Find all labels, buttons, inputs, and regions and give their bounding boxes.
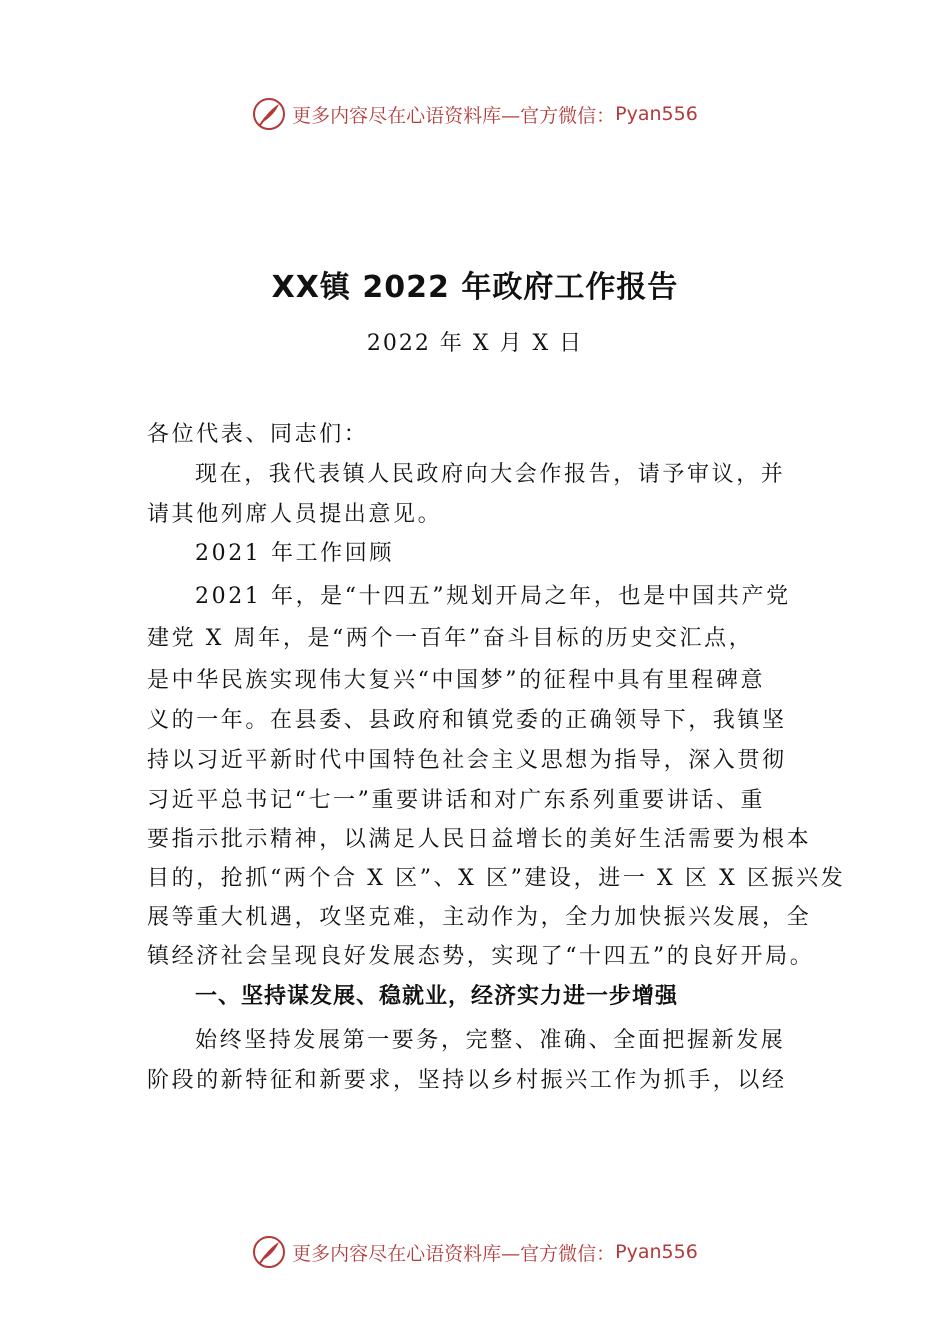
paragraph-line: 要指示批示精神，以满足人民日益增长的美好生活需要为根本 xyxy=(147,827,812,852)
paragraph-line: 现在，我代表镇人民政府向大会作报告，请予审议，并 xyxy=(195,462,786,487)
paragraph-line: 持以习近平新时代中国特色社会主义思想为指导，深入贯彻 xyxy=(147,748,787,773)
footer-watermark xyxy=(0,1232,950,1272)
paragraph-line: 建党 X 周年，是“两个一百年”奋斗目标的历史交汇点， xyxy=(147,626,754,651)
section-heading: 2021 年工作回顾 xyxy=(195,541,394,566)
paragraph-line: 目的，抢抓“两个合 X 区”、X 区”建设，进一 X 区 X 区振兴发 xyxy=(147,866,846,891)
salutation-line: 各位代表、同志们： xyxy=(147,422,369,447)
paragraph-line: 习近平总书记“七一”重要讲话和对广东系列重要讲话、重 xyxy=(147,788,766,813)
paragraph-line: 阶段的新特征和新要求，坚持以乡村振兴工作为抓手，以经 xyxy=(147,1068,787,1093)
header-watermark xyxy=(0,94,950,134)
watermark-prefix: 更多内容尽在心语资料库—官方微信： xyxy=(292,104,616,127)
feather-pen-logo-icon xyxy=(252,97,286,131)
document-title: XX镇 2022 年政府工作报告 xyxy=(271,270,679,305)
paragraph-line: 2021 年，是“十四五”规划开局之年，也是中国共产党 xyxy=(195,584,791,609)
subsection-heading: 一、坚持谋发展、稳就业，经济实力进一步增强 xyxy=(195,984,679,1009)
paragraph-line: 展等重大机遇，攻坚克难，主动作为，全力加快振兴发展，全 xyxy=(147,905,812,930)
watermark-prefix: 更多内容尽在心语资料库—官方微信： xyxy=(292,1242,616,1265)
feather-pen-logo-icon xyxy=(252,1235,286,1269)
paragraph-line: 请其他列席人员提出意见。 xyxy=(147,502,443,527)
watermark-account: Pyan556 xyxy=(615,1241,698,1263)
paragraph-line: 是中华民族实现伟大复兴“中国梦”的征程中具有里程碑意 xyxy=(147,668,766,693)
paragraph-line: 镇经济社会呈现良好发展态势，实现了“十四五”的良好开局。 xyxy=(147,944,815,969)
watermark-account: Pyan556 xyxy=(615,103,698,125)
paragraph-line: 义的一年。在县委、县政府和镇党委的正确领导下，我镇坚 xyxy=(147,708,787,733)
paragraph-line: 始终坚持发展第一要务，完整、准确、全面把握新发展 xyxy=(195,1028,786,1053)
document-date: 2022 年 X 月 X 日 xyxy=(366,331,584,356)
